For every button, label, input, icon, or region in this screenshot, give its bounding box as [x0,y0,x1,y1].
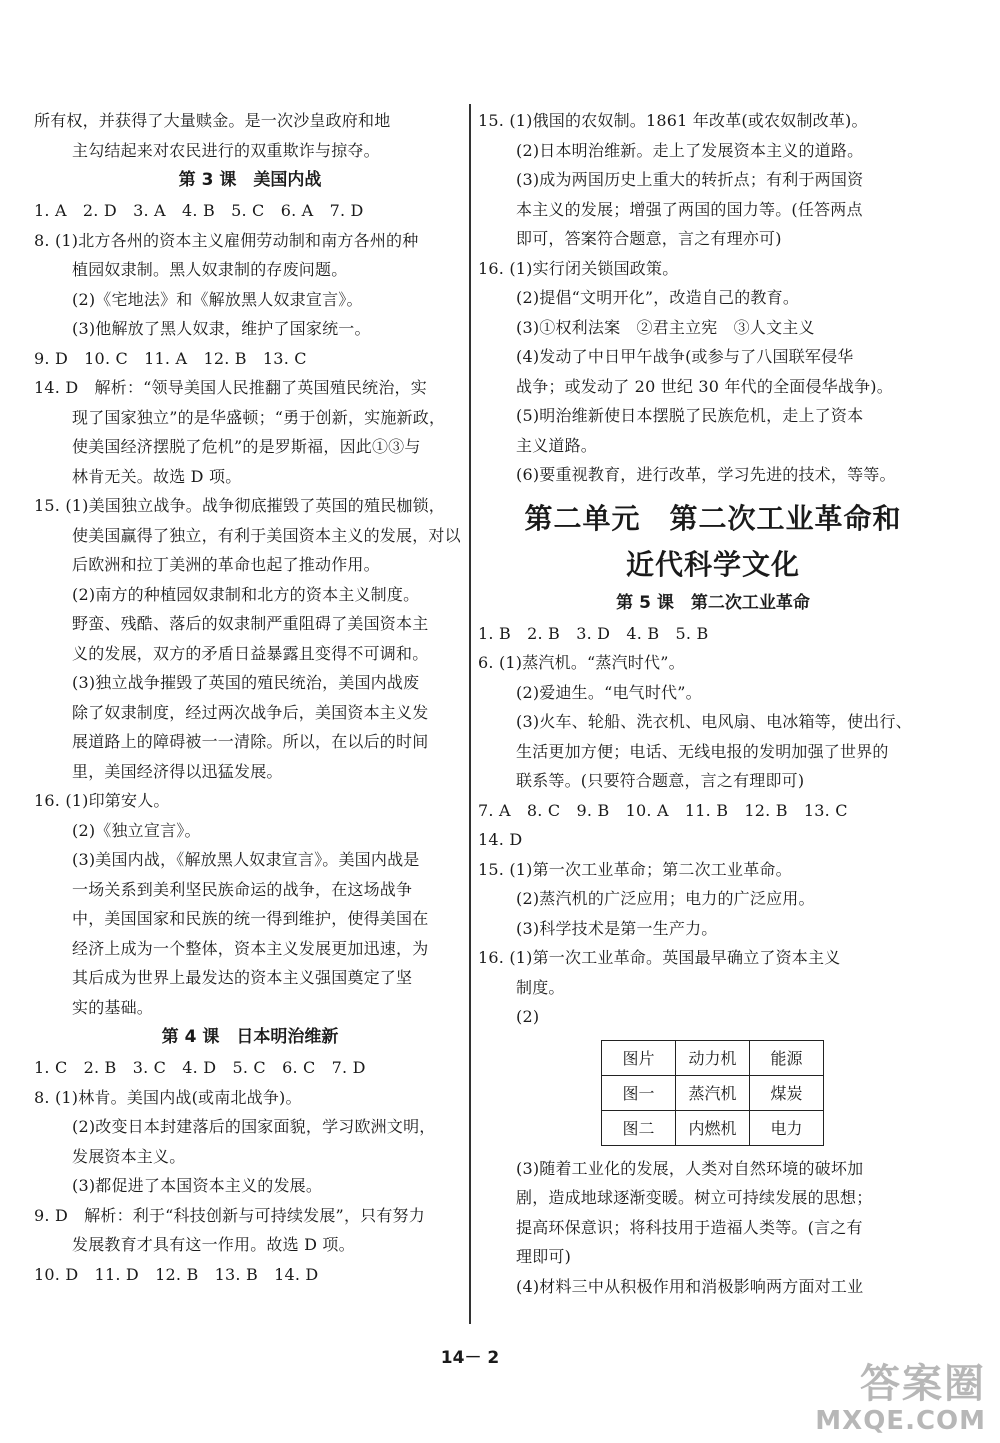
watermark-logo [815,1361,986,1435]
answer-line: 16. (1)第一次工业革命。英国最早确立了资本主义 [478,948,841,967]
answer-line: 野蛮、残酷、落后的奴隶制严重阻碍了美国资本主 [72,614,429,633]
answer-line: 使美国经济摆脱了危机”的是罗斯福，因此①③与 [72,437,421,456]
answer-line: 14. D 解析：“领导美国人民推翻了英国殖民统治，实 [34,378,427,397]
answer-line: (2)日本明治维新。走上了发展资本主义的道路。 [516,140,864,160]
answer-line: 1. C 2. B 3. C 4. D 5. C 6. C 7. D [34,1058,366,1077]
table-cell: 图一 [602,1075,676,1110]
page-number: 14－ 2 [440,1348,500,1368]
answer-line: 9. D 解析：利于“科技创新与可持续发展”，只有努力 [34,1205,425,1225]
answer-line: 其后成为世界上最发达的资本主义强国奠定了坚 [72,968,413,987]
answer-line: (3)成为两国历史上重大的转折点；有利于两国资 [516,170,864,189]
answer-line: 10. D 11. D 12. B 13. B 14. D [34,1264,319,1284]
left-column [34,106,466,1289]
table-cell: 图二 [602,1110,676,1145]
answer-line: 植园奴隶制。黑人奴隶制的存废问题。 [72,260,348,279]
table-row [602,1075,824,1110]
column-divider [469,104,471,1324]
table-row [602,1110,824,1145]
answer-line: 1. A 2. D 3. A 4. B 5. C 6. A 7. D [34,201,364,220]
answer-line: 15. (1)第一次工业革命；第二次工业革命。 [478,859,792,879]
answer-line: 义的发展，双方的矛盾日益暴露且变得不可调和。 [72,643,429,663]
table-header-cell: 图片 [602,1040,676,1075]
answer-line: (2)《宅地法》和《解放黑人奴隶宣言》。 [72,289,363,309]
answer-line: (2)南方的种植园奴隶制和北方的资本主义制度。 [72,584,420,604]
table-header-row [602,1040,824,1075]
table-header-cell: 动力机 [676,1040,750,1075]
answer-line: 8. (1)北方各州的资本主义雇佣劳动制和南方各州的种 [34,230,419,250]
answer-line: (2)提倡“文明开化”，改造自己的教育。 [516,288,800,307]
answer-line: 16. (1)印第安人。 [34,791,170,810]
answer-line: (2)改变日本封建落后的国家面貌，学习欧洲文明， [72,1117,436,1136]
unit-2-title-line-2: 近代科学文化 [625,547,800,581]
answer-line: 一场关系到美利坚民族命运的战争，在这场战争 [72,879,413,899]
answer-line: 理即可) [516,1247,572,1266]
table-cell: 电力 [750,1110,824,1145]
unit-2-title: 第二单元 第二次工业革命和 [524,501,902,535]
answer-line: 中，美国国家和民族的统一得到维护，使得美国在 [72,909,429,928]
power-energy-table [601,1040,824,1146]
answer-line: (2)《独立宣言》。 [72,820,201,840]
answer-line: 经济上成为一个整体，资本主义发展更加迅速，为 [72,938,429,958]
answer-line: (3)独立战争摧毁了英国的殖民统治，美国内战废 [72,673,420,692]
answer-line: 7. A 8. C 9. B 10. A 11. B 12. B 13. C [478,800,848,820]
answer-line: (4)发动了中日甲午战争(或参与了八国联军侵华 [516,347,854,366]
answer-line: (6)要重视教育，进行改革，学习先进的技术，等等。 [516,465,896,484]
answer-line: (3)随着工业化的发展，人类对自然环境的破坏加 [516,1158,864,1178]
answer-line: 现了国家独立”的是华盛顿；“勇于创新，实施新政， [72,407,446,427]
answer-line: 发展资本主义。 [72,1146,186,1166]
answer-line: (3)科学技术是第一生产力。 [516,918,718,938]
answer-line: (2)爱迪生。“电气时代”。 [516,682,702,702]
answer-line: (3)①权利法案 ②君主立宪 ③人文主义 [516,317,815,337]
table-cell: 煤炭 [750,1075,824,1110]
lesson-5-title: 第 5 课 第二次工业革命 [616,592,810,613]
watermark-text: 答案圈 [860,1361,986,1407]
lesson-3-title: 第 3 课 美国内战 [178,170,322,190]
answer-line: (5)明治维新使日本摆脱了民族危机，走上了资本 [516,406,864,425]
answer-line: 林肯无关。故选 D 项。 [72,466,242,486]
answer-line: 8. (1)林肯。美国内战(或南北战争)。 [34,1087,302,1107]
answer-line: 生活更加方便；电话、无线电报的发明加强了世界的 [516,741,889,761]
answer-line: 本主义的发展；增强了两国的国力等。(任答两点 [516,199,863,219]
table-cell: 蒸汽机 [676,1075,750,1110]
answer-line: 使美国赢得了独立，有利于美国资本主义的发展，对以 [72,525,461,545]
text-line: 主勾结起来对农民进行的双重欺诈与掠夺。 [72,140,380,160]
answer-line: 实的基础。 [72,997,154,1017]
answer-line: 里，美国经济得以迅猛发展。 [72,761,283,781]
answer-line: 除了奴隶制度，经过两次战争后，美国资本主义发 [72,702,429,722]
answer-line: 联系等。(只要符合题意，言之有理即可) [516,771,805,790]
answer-line: (3)都促进了本国资本主义的发展。 [72,1176,323,1195]
answer-line: 即可，答案符合题意，言之有理亦可) [516,229,782,248]
answer-line: 1. B 2. B 3. D 4. B 5. B [478,623,709,643]
table-cell: 内燃机 [676,1110,750,1145]
answer-line: 6. (1)蒸汽机。“蒸汽时代”。 [478,653,685,672]
answer-line: 15. (1)俄国的农奴制。1861 年改革(或农奴制改革)。 [478,111,868,130]
answer-line: 15. (1)美国独立战争。战争彻底摧毁了英国的殖民枷锁， [34,496,445,515]
answer-line: 14. D [478,830,523,849]
answer-line: 发展教育才具有这一作用。故选 D 项。 [72,1235,355,1254]
answer-line: 战争；或发动了 20 世纪 30 年代的全面侵华战争)。 [516,376,893,396]
watermark-url: MXQE.COM [815,1406,986,1436]
answer-line: 主义道路。 [516,435,598,455]
answer-line: (3)美国内战，《解放黑人奴隶宣言》。美国内战是 [72,850,420,869]
text-line: 所有权，并获得了大量赎金。是一次沙皇政府和地 [34,111,391,130]
answer-line: (3)火车、轮船、洗衣机、电风扇、电冰箱等，使出行、 [516,712,912,731]
right-column [478,106,948,1301]
answer-line: 16. (1)实行闭关锁国政策。 [478,258,679,278]
answer-line: 制度。 [516,977,565,997]
lesson-4-title: 第 4 课 日本明治维新 [161,1027,339,1047]
answer-line: 提高环保意识；将科技用于造福人类等。(言之有 [516,1217,863,1237]
answer-line: 剧，造成地球逐渐变暖。树立可持续发展的思想； [516,1188,873,1207]
answer-line: 9. D 10. C 11. A 12. B 13. C [34,348,307,368]
answer-line: (2)蒸汽机的广泛应用；电力的广泛应用。 [516,889,815,908]
table-header-cell: 能源 [750,1040,824,1075]
answer-line: (4)材料三中从积极作用和消极影响两方面对工业 [516,1276,864,1296]
answer-line: (3)他解放了黑人奴隶，维护了国家统一。 [72,319,371,338]
answer-line: 后欧洲和拉丁美洲的革命也起了推动作用。 [72,555,380,574]
answer-line: (2) [516,1007,540,1026]
answer-line: 展道路上的障碍被一一清除。所以，在以后的时间 [72,732,429,751]
